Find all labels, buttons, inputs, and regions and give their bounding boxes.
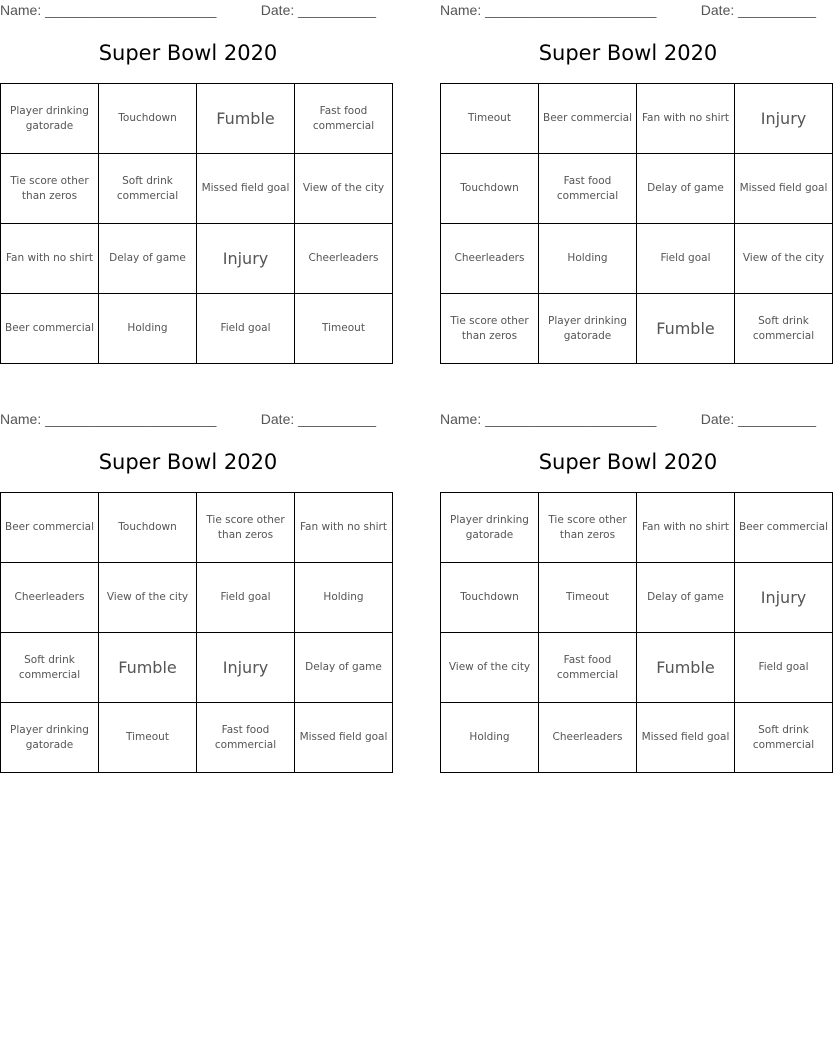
bingo-square: Player drinking gatorade bbox=[1, 703, 99, 773]
bingo-square: Soft drink commercial bbox=[99, 154, 197, 224]
name-field-label: Name: ______________________ bbox=[440, 2, 657, 18]
bingo-square: Missed field goal bbox=[637, 703, 735, 773]
bingo-square: Touchdown bbox=[441, 563, 539, 633]
bingo-square: Touchdown bbox=[441, 154, 539, 224]
bingo-square: Cheerleaders bbox=[1, 563, 99, 633]
bingo-square: Fan with no shirt bbox=[637, 493, 735, 563]
bingo-square: Injury bbox=[735, 563, 833, 633]
bingo-square: Field goal bbox=[197, 294, 295, 364]
bingo-square: Beer commercial bbox=[735, 493, 833, 563]
bingo-square: View of the city bbox=[99, 563, 197, 633]
bingo-grid bbox=[440, 83, 833, 364]
bingo-square: Touchdown bbox=[99, 493, 197, 563]
bingo-square: Cheerleaders bbox=[441, 224, 539, 294]
bingo-square: Tie score other than zeros bbox=[539, 493, 637, 563]
bingo-square: Tie score other than zeros bbox=[197, 493, 295, 563]
bingo-square: Injury bbox=[197, 224, 295, 294]
bingo-square: Fan with no shirt bbox=[295, 493, 393, 563]
bingo-card bbox=[440, 0, 828, 380]
bingo-square: Delay of game bbox=[295, 633, 393, 703]
bingo-square: Timeout bbox=[295, 294, 393, 364]
bingo-square: View of the city bbox=[441, 633, 539, 703]
bingo-row bbox=[1, 294, 393, 364]
bingo-square: Timeout bbox=[441, 84, 539, 154]
bingo-square: Fast food commercial bbox=[539, 154, 637, 224]
bingo-square: Player drinking gatorade bbox=[441, 493, 539, 563]
bingo-square: Fast food commercial bbox=[197, 703, 295, 773]
card-title: Super Bowl 2020 bbox=[538, 41, 718, 65]
card-header bbox=[0, 411, 376, 429]
bingo-square: Holding bbox=[295, 563, 393, 633]
bingo-row bbox=[1, 224, 393, 294]
bingo-square: Soft drink commercial bbox=[735, 703, 833, 773]
date-field-label: Date: __________ bbox=[700, 2, 816, 18]
bingo-square: Fumble bbox=[99, 633, 197, 703]
bingo-row bbox=[441, 563, 833, 633]
bingo-square: Delay of game bbox=[637, 154, 735, 224]
bingo-square: Delay of game bbox=[99, 224, 197, 294]
card-title: Super Bowl 2020 bbox=[98, 41, 278, 65]
bingo-card bbox=[0, 409, 388, 789]
bingo-square: Injury bbox=[197, 633, 295, 703]
bingo-square: Soft drink commercial bbox=[1, 633, 99, 703]
bingo-square: Player drinking gatorade bbox=[1, 84, 99, 154]
bingo-square: Injury bbox=[735, 84, 833, 154]
bingo-grid bbox=[440, 492, 833, 773]
card-header bbox=[0, 2, 376, 20]
bingo-square: Touchdown bbox=[99, 84, 197, 154]
bingo-square: Beer commercial bbox=[1, 493, 99, 563]
bingo-card bbox=[440, 409, 829, 789]
bingo-square: Fumble bbox=[197, 84, 295, 154]
bingo-square: Cheerleaders bbox=[539, 703, 637, 773]
bingo-square: Timeout bbox=[99, 703, 197, 773]
bingo-square: Field goal bbox=[637, 224, 735, 294]
card-title: Super Bowl 2020 bbox=[98, 450, 278, 474]
bingo-square: Beer commercial bbox=[539, 84, 637, 154]
bingo-square: Player drinking gatorade bbox=[539, 294, 637, 364]
date-field-label: Date: __________ bbox=[260, 411, 376, 427]
bingo-square: Delay of game bbox=[637, 563, 735, 633]
card-header bbox=[440, 411, 816, 429]
name-field-label: Name: ______________________ bbox=[0, 2, 217, 18]
bingo-square: Tie score other than zeros bbox=[1, 154, 99, 224]
bingo-square: Beer commercial bbox=[1, 294, 99, 364]
bingo-row bbox=[441, 224, 833, 294]
bingo-square: Missed field goal bbox=[295, 703, 393, 773]
bingo-square: Missed field goal bbox=[197, 154, 295, 224]
card-title: Super Bowl 2020 bbox=[538, 450, 718, 474]
bingo-row bbox=[441, 633, 833, 703]
bingo-row bbox=[1, 493, 393, 563]
bingo-grid bbox=[0, 83, 393, 364]
bingo-row bbox=[1, 154, 393, 224]
bingo-square: Missed field goal bbox=[735, 154, 833, 224]
date-field-label: Date: __________ bbox=[700, 411, 816, 427]
bingo-square: Fan with no shirt bbox=[637, 84, 735, 154]
bingo-square: Tie score other than zeros bbox=[441, 294, 539, 364]
bingo-square: Fan with no shirt bbox=[1, 224, 99, 294]
bingo-row bbox=[1, 84, 393, 154]
bingo-grid bbox=[0, 492, 393, 773]
bingo-square: Fast food commercial bbox=[295, 84, 393, 154]
bingo-row bbox=[1, 563, 393, 633]
name-field-label: Name: ______________________ bbox=[440, 411, 657, 427]
name-field-label: Name: ______________________ bbox=[0, 411, 217, 427]
bingo-row bbox=[1, 703, 393, 773]
bingo-row bbox=[441, 294, 833, 364]
bingo-row bbox=[441, 84, 833, 154]
bingo-row bbox=[441, 703, 833, 773]
bingo-square: Field goal bbox=[197, 563, 295, 633]
date-field-label: Date: __________ bbox=[260, 2, 376, 18]
card-header bbox=[440, 2, 816, 20]
bingo-row bbox=[441, 154, 833, 224]
bingo-square: Holding bbox=[99, 294, 197, 364]
bingo-square: Timeout bbox=[539, 563, 637, 633]
bingo-square: View of the city bbox=[295, 154, 393, 224]
bingo-square: Soft drink commercial bbox=[735, 294, 833, 364]
bingo-square: Fumble bbox=[637, 633, 735, 703]
bingo-square: Holding bbox=[441, 703, 539, 773]
bingo-row bbox=[1, 633, 393, 703]
bingo-square: Holding bbox=[539, 224, 637, 294]
bingo-card bbox=[0, 0, 385, 380]
bingo-square: Field goal bbox=[735, 633, 833, 703]
bingo-square: Fumble bbox=[637, 294, 735, 364]
bingo-square: Cheerleaders bbox=[295, 224, 393, 294]
bingo-square: Fast food commercial bbox=[539, 633, 637, 703]
bingo-row bbox=[441, 493, 833, 563]
bingo-square: View of the city bbox=[735, 224, 833, 294]
